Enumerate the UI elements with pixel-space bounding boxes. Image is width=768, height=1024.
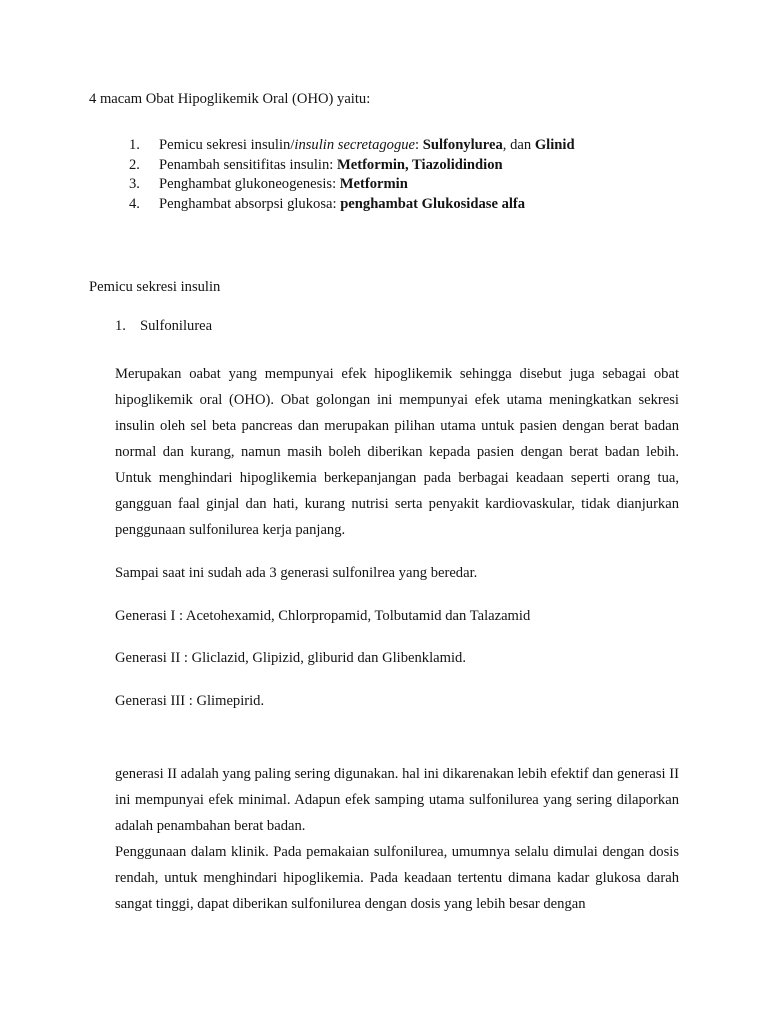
list-item-text-bold: penghambat Glukosidase alfa (340, 195, 526, 212)
list-item-text-plain: Penghambat absorpsi glukosa: (159, 195, 341, 212)
list-item-text-bold: Metformin (339, 176, 408, 193)
list-item-text-plain: Penambah sensitifitas insulin: (159, 156, 337, 173)
list-item (129, 156, 689, 176)
paragraph-block-3 (115, 839, 679, 917)
paragraph-block-1 (115, 361, 679, 543)
section-heading: Pemicu sekresi insulin (89, 279, 221, 295)
paragraph-generasi-2: Generasi II : Gliclazid, Glipizid, gliburid dan Glibenklamid. (115, 650, 466, 666)
sub-list-item-label: Sulfonilurea (140, 318, 213, 334)
paragraph-generasi-1: Generasi I : Acetohexamid, Chlorpropamid, Tolbutamid dan Talazamid (115, 608, 531, 624)
list-item-number: 4. (129, 195, 140, 212)
paragraph: Merupakan oabat yang mempunyai efek hipoglikemik sehingga disebut juga sebagai obat hipoglikemik oral (OHO). Obat golongan ini mempunyai efek utama meningkatkan sekresi insulin oleh sel beta pancreas dan merupakan pilihan utama untuk pasien dengan berat badan normal dan kurang, namun masih boleh diberikan kepada pasien dengan berat badan lebih. Untuk menghindari hipoglikemia berkepanjangan pada berbagai keadaan seperti orang tua, gangguan faal ginjal dan hati, kurang nutrisi serta penyakit kardiovaskular, tidak dianjurkan penggunaan sulfonilurea kerja panjang. (115, 366, 679, 538)
paragraph-block-2 (115, 761, 679, 839)
list-item-text-plain-2: : (415, 137, 423, 153)
paragraph-generasi-3: Generasi III : Glimepirid. (115, 693, 265, 709)
list-item (129, 175, 689, 195)
paragraph: Penggunaan dalam klinik. Pada pemakaian sulfonilurea, umumnya selalu dimulai dengan dosis rendah, untuk menghindari hipoglikemia. Pada keadaan tertentu dimana kadar glukosa darah sangat tinggi, dapat diberikan sulfonilurea dengan dosis yang lebih besar dengan (115, 844, 679, 912)
list-item-text-bold: Sulfonylurea (422, 137, 503, 153)
paragraph: generasi II adalah yang paling sering digunakan. hal ini dikarenakan lebih efektif dan generasi II ini mempunyai efek minimal. Adapun efek samping utama sulfonilurea yang sering dilaporkan adalah penambahan berat badan. (115, 766, 679, 834)
sub-list-item-number: 1. (115, 318, 126, 334)
list-item-text-bold: Metformin, Tiazolidindion (336, 156, 503, 173)
list-item (129, 136, 689, 156)
list-item-text-plain: Pemicu sekresi insulin/ (159, 137, 295, 153)
list-item-number: 1. (129, 137, 140, 153)
list-item-number: 2. (129, 156, 140, 173)
sub-list-item (115, 317, 212, 336)
paragraph-generations-intro: Sampai saat ini sudah ada 3 generasi sulfonilrea yang beredar. (115, 565, 478, 581)
list-item-text-plain-3: , dan (502, 137, 535, 153)
list-item-text-bold-2: Glinid (534, 137, 575, 153)
oho-type-list (129, 136, 689, 214)
list-item-number: 3. (129, 176, 140, 193)
list-item-text-italic: insulin secretagogue (294, 137, 416, 153)
list-item-text-plain: Penghambat glukoneogenesis: (159, 176, 340, 193)
intro-heading: 4 macam Obat Hipoglikemik Oral (OHO) yaitu: (89, 91, 371, 107)
list-item (129, 195, 689, 215)
